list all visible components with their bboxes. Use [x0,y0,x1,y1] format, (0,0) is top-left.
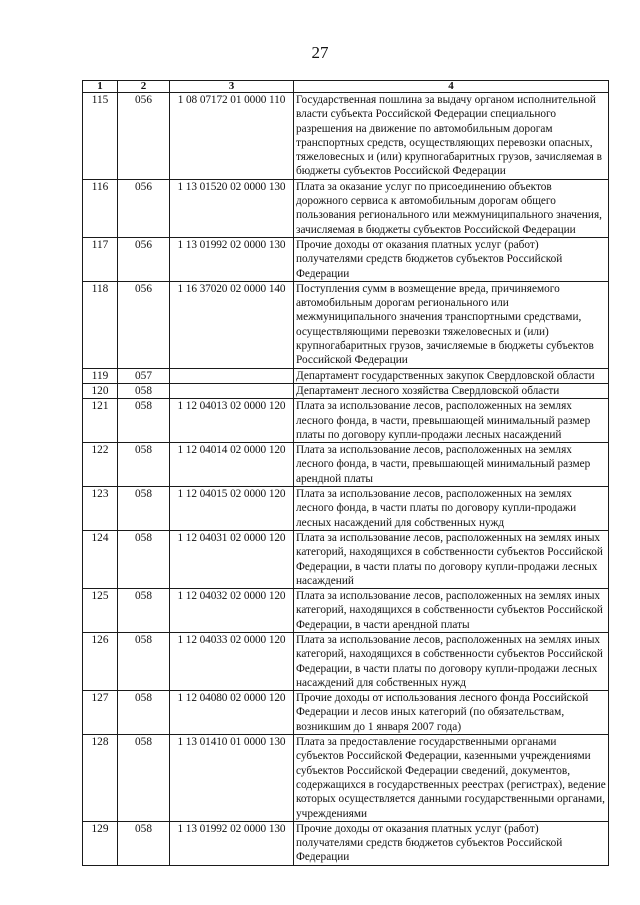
budget-classification-code: 1 12 04013 02 0000 120 [170,399,294,443]
admin-code: 058 [118,530,170,588]
revenue-name: Плата за использование лесов, расположенных на землях иных категорий, находящихся в собственности субъектов Российской Федерации, в части платы по договору купли-продажи лесных насаждений для собственных нужд [294,632,609,690]
row-number: 115 [83,93,118,180]
admin-code: 056 [118,179,170,237]
table-row [83,237,609,281]
row-number: 129 [83,821,118,865]
revenue-name: Плата за предоставление государственными органами субъектов Российской Федерации, казенными учреждениями субъектов Российской Федерации сведений, документов, содержащихся в государственных реестрах (регистрах), ведение которых осуществляется данными государственными органами, учреждениями [294,735,609,822]
revenue-name: Прочие доходы от оказания платных услуг (работ) получателями средств бюджетов субъектов Российской Федерации [294,821,609,865]
budget-classification-code [170,383,294,398]
table-body [83,93,609,866]
table-row [83,632,609,690]
header-col-3: 3 [170,81,294,93]
table-row [83,368,609,383]
row-number: 116 [83,179,118,237]
row-number: 120 [83,383,118,398]
row-number: 118 [83,281,118,368]
admin-code: 057 [118,368,170,383]
header-col-1: 1 [83,81,118,93]
revenue-name: Плата за использование лесов, расположенных на землях иных категорий, находящихся в собственности субъектов Российской Федерации, в части платы по договору купли-продажи лесных насаждений [294,530,609,588]
table-row [83,281,609,368]
revenue-name: Плата за оказание услуг по присоединению объектов дорожного сервиса к автомобильным дорогам общего пользования регионального или межмуниципального значения, зачисляемая в бюджеты субъектов Российской Федерации [294,179,609,237]
table-row [83,399,609,443]
row-number: 123 [83,487,118,531]
admin-code: 058 [118,691,170,735]
table-row [83,530,609,588]
admin-code: 058 [118,487,170,531]
table-row [83,383,609,398]
budget-classification-code: 1 12 04014 02 0000 120 [170,443,294,487]
admin-code: 058 [118,383,170,398]
budget-classification-code: 1 13 01520 02 0000 130 [170,179,294,237]
budget-classification-code: 1 16 37020 02 0000 140 [170,281,294,368]
budget-classification-code: 1 13 01992 02 0000 130 [170,821,294,865]
revenue-name: Поступления сумм в возмещение вреда, причиняемого автомобильным дорогам регионального или межмуниципального значения транспортными средствами, осуществляющими перевозки тяжеловесных и (или) крупногабаритных грузов, зачисляемые в бюджеты субъектов Российской Федерации [294,281,609,368]
row-number: 122 [83,443,118,487]
revenue-name: Плата за использование лесов, расположенных на землях лесного фонда, в части, превышающей минимальный размер платы по договору купли-продажи лесных насаждений [294,399,609,443]
admin-code: 056 [118,93,170,180]
table-row [83,821,609,865]
revenue-name: Плата за использование лесов, расположенных на землях лесного фонда, в части платы по договору купли-продажи лесных насаждений для собственных нужд [294,487,609,531]
table-row [83,735,609,822]
admin-code: 058 [118,399,170,443]
admin-code: 058 [118,821,170,865]
table-row [83,487,609,531]
budget-classification-code: 1 08 07172 01 0000 110 [170,93,294,180]
table-row [83,443,609,487]
budget-classification-code: 1 13 01410 01 0000 130 [170,735,294,822]
row-number: 124 [83,530,118,588]
budget-classification-code [170,368,294,383]
budget-classification-code: 1 12 04080 02 0000 120 [170,691,294,735]
row-number: 117 [83,237,118,281]
revenue-name: Плата за использование лесов, расположенных на землях лесного фонда, в части, превышающей минимальный размер арендной платы [294,443,609,487]
revenue-name: Департамент лесного хозяйства Свердловской области [294,383,609,398]
admin-code: 056 [118,237,170,281]
budget-classification-code: 1 12 04015 02 0000 120 [170,487,294,531]
admin-code: 058 [118,632,170,690]
table-row [83,691,609,735]
admin-code: 058 [118,589,170,633]
budget-classification-code: 1 13 01992 02 0000 130 [170,237,294,281]
revenue-name: Прочие доходы от оказания платных услуг (работ) получателями средств бюджетов субъектов Российской Федерации [294,237,609,281]
admin-code: 058 [118,443,170,487]
row-number: 126 [83,632,118,690]
revenue-name: Государственная пошлина за выдачу органом исполнительной власти субъекта Российской Федерации специального разрешения на движение по автомобильным дорогам транспортных средств, осуществляющих перевозки опасных, тяжеловесных и (или) крупногабаритных грузов, зачисляемая в бюджеты субъектов Российской Федерации [294,93,609,180]
budget-classification-code: 1 12 04031 02 0000 120 [170,530,294,588]
table-header-row [83,81,609,93]
revenue-classification-table [82,80,609,866]
row-number: 121 [83,399,118,443]
row-number: 125 [83,589,118,633]
row-number: 119 [83,368,118,383]
table-row [83,589,609,633]
header-col-4: 4 [294,81,609,93]
revenue-name: Прочие доходы от использования лесного фонда Российской Федерации и лесов иных категорий (по обязательствам, возникшим до 1 января 2007 года) [294,691,609,735]
row-number: 127 [83,691,118,735]
header-col-2: 2 [118,81,170,93]
revenue-name: Плата за использование лесов, расположенных на землях иных категорий, находящихся в собственности субъектов Российской Федерации, в части арендной платы [294,589,609,633]
table-row [83,93,609,180]
row-number: 128 [83,735,118,822]
page-number: 27 [311,43,329,62]
budget-classification-code: 1 12 04033 02 0000 120 [170,632,294,690]
admin-code: 056 [118,281,170,368]
admin-code: 058 [118,735,170,822]
revenue-name: Департамент государственных закупок Свердловской области [294,368,609,383]
table-row [83,179,609,237]
budget-classification-code: 1 12 04032 02 0000 120 [170,589,294,633]
